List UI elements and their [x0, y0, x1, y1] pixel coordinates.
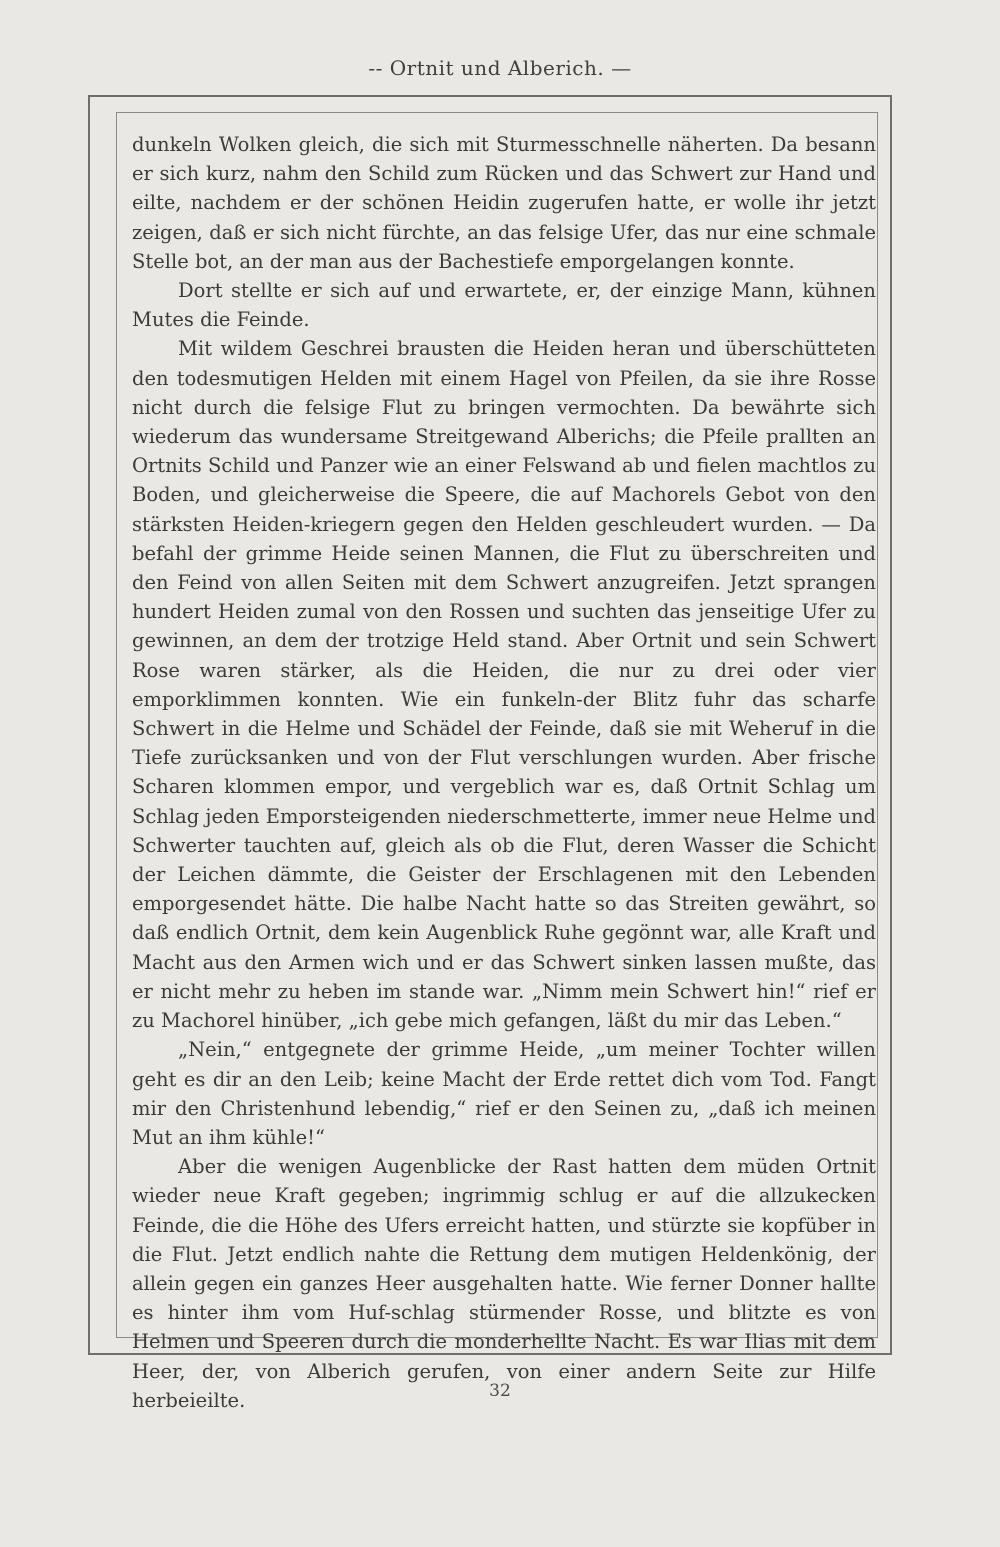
body-text [132, 130, 876, 1415]
paragraph-4: „Nein,“ entgegnete der grimme Heide, „um meiner Tochter willen geht es dir an den Leib; keine Macht der Erde rettet dich vom Tod. Fangt mir den Christenhund lebendig,“ rief er den Seinen zu, „daß ich meinen Mut an ihm kühle!“ [132, 1038, 876, 1149]
paragraph-1: dunkeln Wolken gleich, die sich mit Sturmesschnelle näherten. Da besann er sich kurz, nahm den Schild zum Rücken und das Schwert zur Hand und eilte, nachdem er der schönen Heidin zugerufen hatte, er wolle ihr jetzt zeigen, daß er sich nicht fürchte, an das felsige Ufer, das nur eine schmale Stelle bot, an der man aus der Bachestiefe emporgelangen konnte. [132, 133, 876, 273]
page-number: 32 [489, 1381, 511, 1401]
paragraph-5: Aber die wenigen Augenblicke der Rast hatten dem müden Ortnit wieder neue Kraft gegeben; ingrimmig schlug er auf die allzukecken Feinde, die die Höhe des Ufers erreicht hatten, und stürzte sie kopfüber in die Flut. Jetzt endlich nahte die Rettung dem mutigen Heldenkönig, der allein gegen ein ganzes Heer ausgehalten hatte. Wie ferner Donner hallte es hinter ihm vom Huf-schlag stürmender Rosse, und blitzte es von Helmen und Speeren durch die monderhellte Nacht. Es war Ilias mit dem Heer, der, von Alberich gerufen, von einer andern Seite zur Hilfe herbeieilte. [132, 1155, 876, 1412]
running-head: -- Ortnit und Alberich. — [368, 56, 632, 80]
paragraph-3: Mit wildem Geschrei brausten die Heiden heran und überschütteten den todesmutigen Helden mit einem Hagel von Pfeilen, da sie ihre Rosse nicht durch die felsige Flut zu bringen vermochten. Da bewährte sich wiederum das wundersame Streitgewand Alberichs; die Pfeile prallten an Ortnits Schild und Panzer wie an einer Felswand ab und fielen machtlos zu Boden, und gleicherweise die Speere, die auf Machorels Gebot von den stärksten Heiden-kriegern gegen den Helden geschleudert wurden. — Da befahl der grimme Heide seinen Mannen, die Flut zu überschreiten und den Feind von allen Seiten mit dem Schwert anzugreifen. Jetzt sprangen hundert Heiden zumal von den Rossen und suchten das jenseitige Ufer zu gewinnen, an dem der trotzige Held stand. Aber Ortnit und sein Schwert Rose waren stärker, als die Heiden, die nur zu drei oder vier emporklimmen konnten. Wie ein funkeln-der Blitz fuhr das scharfe Schwert in die Helme und Schädel der Feinde, daß sie mit Weheruf in die Tiefe zurücksanken und von der Flut verschlungen wurden. Aber frische Scharen klommen empor, und vergeblich war es, daß Ortnit Schlag um Schlag jeden Emporsteigenden niederschmetterte, immer neue Helme und Schwerter tauchten auf, gleich als ob die Flut, deren Wasser die Schicht der Leichen dämmte, die Geister der Erschlagenen mit den Lebenden emporgesendet hätte. Die halbe Nacht hatte so das Streiten gewährt, so daß endlich Ortnit, dem kein Augenblick Ruhe gegönnt war, alle Kraft und Macht aus den Armen wich und er das Schwert sinken lassen mußte, das er nicht mehr zu heben im stande war. „Nimm mein Schwert hin!“ rief er zu Machorel hinüber, „ich gebe mich gefangen, läßt du mir das Leben.“ [132, 337, 876, 1033]
paragraph-2: Dort stellte er sich auf und erwartete, er, der einzige Mann, kühnen Mutes die Feinde. [132, 279, 876, 332]
